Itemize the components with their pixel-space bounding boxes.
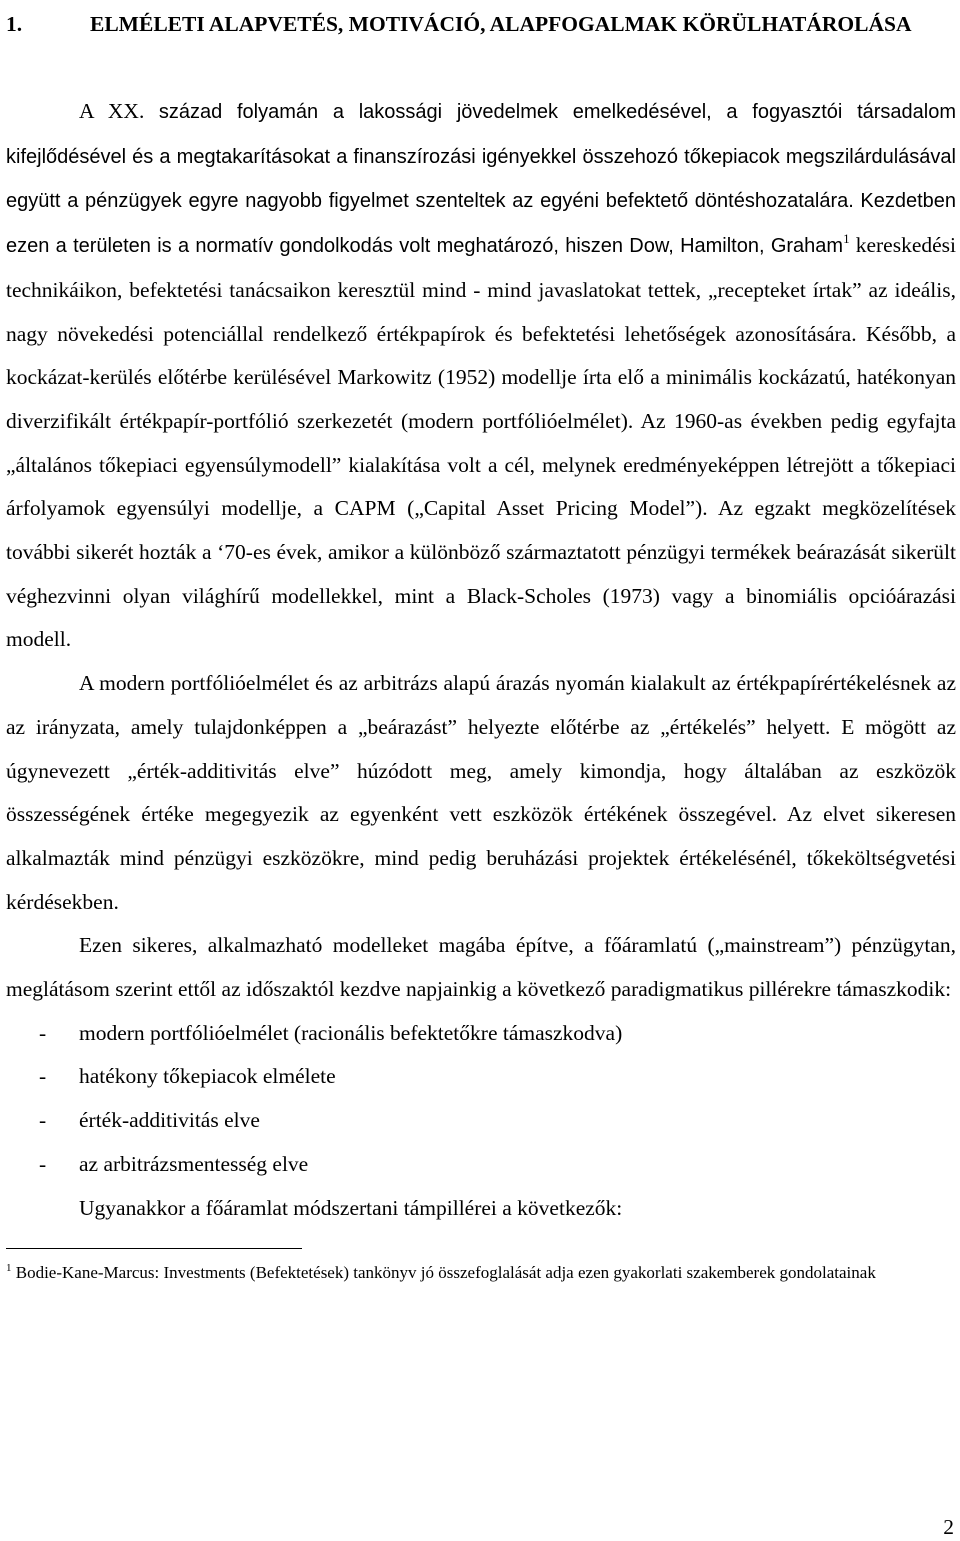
page-number: 2 — [943, 1515, 954, 1539]
list-dash: - — [39, 1108, 47, 1133]
list-item — [6, 1012, 956, 1056]
paragraph-intro-rest: kereskedési technikáikon, befektetési tanácsaikon keresztül mind - mind javaslatokat tettek, „recepteket írtak” az ideális, nagy növekedési potenciállal rendelkező értékpapírok és befektetési lehetőségek azonosítására. Később, a kockázat-kerülés előtérbe kerülésével Markowitz (1952) modellje írta elő a minimális kockázatú, hatékonyan diverzifikált értékpapír-portfólió szerkezetét (modern portfólióelmélet). Az 1960-as években pedig egyfajta „általános tőkepiaci egyensúlymodell” kialakítása volt a cél, melynek eredményeképpen létrejött a tőkepiaci árfolyamok egyensúlyi modellje, a CAPM („Capital Asset Pricing Model”). Az egzakt megközelítések további sikerét hozták a ‘70-es évek, amikor a különböző származtatott pénzügyi termékek beárazását sikerült véghezvinni olyan világhírű modellekkel, mint a Black-Scholes (1973) vagy a binomiális opcióárazási modell. — [6, 233, 957, 652]
body-text — [6, 90, 956, 1230]
list-item-text: modern portfólióelmélet (racionális befektetőkre támaszkodva) — [79, 1020, 623, 1045]
pillars-list — [6, 1012, 956, 1187]
list-item — [6, 1143, 956, 1187]
list-dash: - — [39, 1151, 47, 1176]
footnote-divider — [6, 1248, 302, 1249]
paragraph-intro — [6, 90, 956, 662]
footnote-marker: 1 — [6, 1262, 12, 1275]
footnote — [6, 1261, 956, 1285]
paragraph-methodology: Ugyanakkor a főáramlat módszertani támpillérei a következők: — [79, 1195, 623, 1220]
list-item-text: érték-additivitás elve — [79, 1108, 260, 1133]
list-item-text: hatékony tőkepiacok elmélete — [79, 1064, 336, 1089]
list-dash: - — [39, 1064, 47, 1089]
paragraph-mainstream: Ezen sikeres, alkalmazható modelleket magába építve, a főáramlatú („mainstream”) pénzügytan, meglátásom szerint ettől az időszaktól kezdve napjainkig a következő paradigmatikus pillérekre támaszkodik: — [6, 933, 956, 1002]
list-item — [6, 1055, 956, 1099]
paragraph-intro-sans-part-2: Kezdetben ezen a területen is a normatív gondolkodás volt meghatározó, hiszen Dow, Hamilton, Graham — [6, 190, 956, 258]
list-dash: - — [39, 1020, 47, 1045]
document-page — [6, 0, 956, 1285]
list-item — [6, 1099, 956, 1143]
paragraph-valuation: A modern portfólióelmélet és az arbitrázs alapú árazás nyomán kialakult az értékpapírértékelésnek az az irányzata, amely tulajdonképpen a „beárazást” helyezte előtérbe az „értékelés” helyett. E mögött az úgynevezett „érték-additivitás elve” húzódott meg, amely kimondja, hogy általában az eszközök összességének értéke megegyezik az egyenként vett eszközök értékének összegével. Az elvet sikeresen alkalmazták mind pénzügyi eszközökre, mind pedig beruházási projektek értékelésénél, tőkeköltségvetési kérdésekben. — [6, 671, 956, 914]
list-item-text: az arbitrázsmentesség elve — [79, 1151, 309, 1176]
footnote-text: Bodie-Kane-Marcus: Investments (Befektetések) tankönyv jó összefoglalását adja ezen gyakorlati szakemberek gondolatainak — [15, 1263, 876, 1283]
chapter-heading — [6, 0, 956, 42]
chapter-title: ELMÉLETI ALAPVETÉS, MOTIVÁCIÓ, ALAPFOGALMAK KÖRÜLHATÁROLÁSA — [90, 12, 912, 36]
paragraph-intro-sans-part-1: század folyamán a lakossági jövedelmek emelkedésével, a fogyasztói társadalom kifejlődésével és a megtakarításokat a finanszírozási igényekkel összehozó tőkepiacok megszilárdulásával együtt a pénzügyek egyre nagyobb figyelmet szenteltek az egyéni befektető döntéshozatalára. — [6, 101, 957, 213]
paragraph-intro-lead: A XX. — [79, 99, 145, 123]
chapter-number: 1. — [6, 12, 23, 36]
footnote-reference[interactable]: 1 — [843, 231, 850, 247]
